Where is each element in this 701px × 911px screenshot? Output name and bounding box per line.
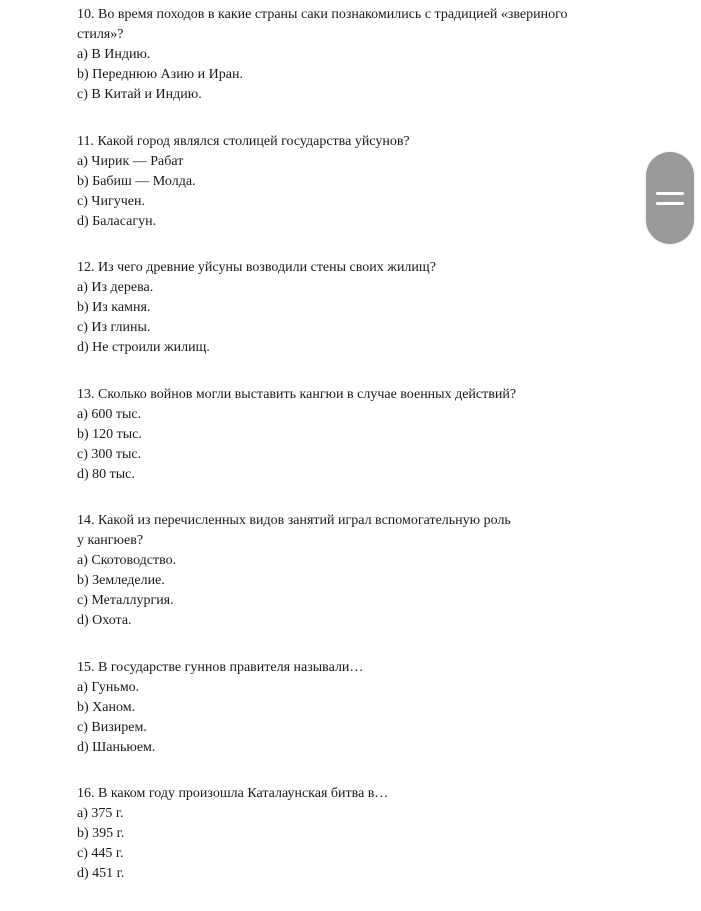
answer-option-d: d) Баласагун. <box>77 213 157 229</box>
answer-option-a: a) 600 тыс. <box>77 406 142 422</box>
question-text: 14. Какой из перечисленных видов занятий играл вспомогательную роль <box>77 513 511 528</box>
answer-option-c: c) 445 г. <box>77 846 124 861</box>
question-10 <box>77 5 637 105</box>
question-text: 10. Во время походов в какие страны саки познакомились с традицией «звериного <box>77 7 568 22</box>
scroll-handle[interactable] <box>646 152 694 244</box>
answer-option-b: b) Ханом. <box>77 699 136 715</box>
answer-option-d: d) 80 тыс. <box>77 466 135 482</box>
answer-option-b: b) 120 тыс. <box>77 426 142 442</box>
answer-option-b: b) Из камня. <box>77 300 151 315</box>
answer-option-c: c) Визирем. <box>77 719 147 735</box>
question-13 <box>77 385 637 485</box>
answer-option-c: c) Металлургия. <box>77 593 174 608</box>
question-text: 13. Сколько войнов могли выставить кангюи в случае военных действий? <box>77 386 517 402</box>
answer-option-a: a) В Индию. <box>77 47 151 62</box>
question-11 <box>77 132 637 232</box>
answer-option-a: a) Гуньмо. <box>77 679 140 695</box>
answer-option-a: a) 375 г. <box>77 806 124 821</box>
question-text-continued: у кангюев? <box>77 533 144 548</box>
answer-option-a: a) Скотоводство. <box>77 553 177 568</box>
answer-option-b: b) Земледелие. <box>77 573 165 588</box>
answer-option-b: b) Переднюю Азию и Иран. <box>77 67 243 82</box>
answer-option-d: d) Охота. <box>77 613 132 628</box>
answer-option-c: c) Из глины. <box>77 320 151 335</box>
question-15 <box>77 658 637 758</box>
question-text-continued: стиля»? <box>77 27 124 42</box>
question-text: 11. Какой город являлся столицей государства уйсунов? <box>77 133 410 149</box>
question-12 <box>77 258 637 358</box>
answer-option-c: c) В Китай и Индию. <box>77 87 202 102</box>
answer-option-c: c) 300 тыс. <box>77 446 142 462</box>
document-page <box>77 5 637 911</box>
answer-option-d: d) Не строили жилищ. <box>77 340 210 355</box>
question-14 <box>77 511 637 631</box>
answer-option-d: d) Шаньюем. <box>77 739 156 755</box>
question-text: 16. В каком году произошла Каталаунская битва в… <box>77 786 389 801</box>
question-text: 15. В государстве гуннов правителя называли… <box>77 659 364 675</box>
answer-option-a: a) Из дерева. <box>77 280 154 295</box>
answer-option-c: c) Чигучен. <box>77 193 145 209</box>
question-text: 12. Из чего древние уйсуны возводили стены своих жилищ? <box>77 260 436 275</box>
answer-option-d: d) 451 г. <box>77 866 125 881</box>
question-16 <box>77 784 637 884</box>
answer-option-b: b) Бабиш — Молда. <box>77 173 196 189</box>
answer-option-b: b) 395 г. <box>77 826 125 841</box>
answer-option-a: a) Чирик — Рабат <box>77 153 184 169</box>
